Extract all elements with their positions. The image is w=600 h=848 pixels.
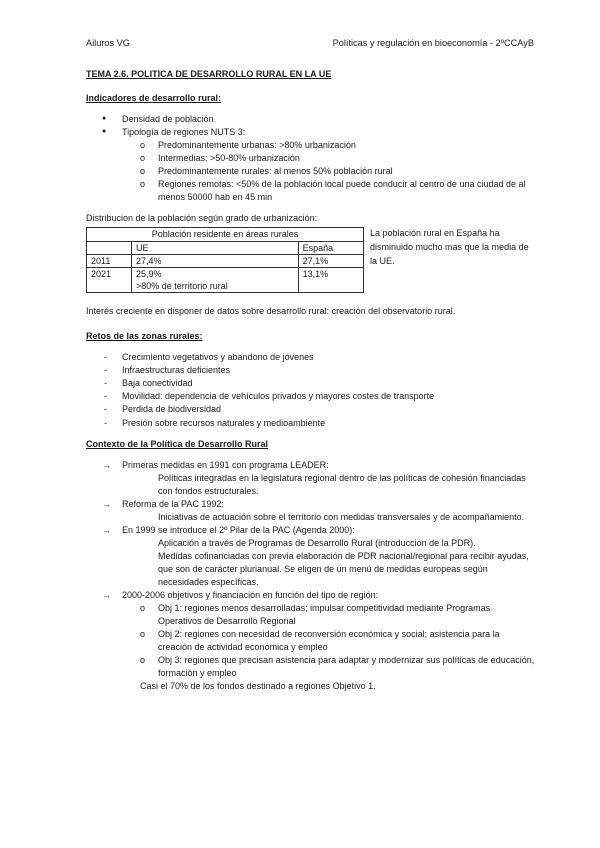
table-cell [87, 241, 132, 254]
list-item: ● Densidad de población [86, 113, 536, 126]
list-item: - Presión sobre recursos naturales y medioambiente [86, 417, 536, 430]
header-author: Ailuros VG [86, 38, 130, 48]
region-types-list [86, 139, 536, 204]
list-item [86, 589, 536, 680]
section-heading-challenges: Retos de las zonas rurales: [86, 331, 203, 342]
list-item: - Perdida de biodiversidad [86, 403, 536, 416]
list-item: o Predominantemente urbanas: >80% urbanización [86, 139, 536, 152]
challenges-list [86, 351, 536, 429]
distribution-caption: Distribucion de la población según grado de urbanización: [86, 213, 318, 224]
item-label: → Reforma de la PAC 1992: [122, 498, 224, 509]
table-row [87, 254, 364, 267]
context-list [86, 459, 536, 681]
indicators-list [86, 113, 536, 139]
header-course: Políticas y regulación en bioeconomía - 2ºCCAyB [332, 38, 534, 48]
list-item: o Obj 1: regiones menos desarrolladas; impulsar competitividad mediante Programas Operativos de Desarrollo Regional [122, 602, 536, 628]
list-item: o Obj 3: regiones que precisan asistencia para adaptar y modernizar sus políticas de educación, formación y empleo [122, 654, 536, 680]
closing-note: Casi el 70% de los fondos destinado a regiones Objetivo 1. [140, 681, 376, 692]
table-cell [132, 267, 299, 292]
list-item: ● Tipología de regiones NUTS 3: [86, 126, 536, 139]
table-header: Población residente en áreas rurales [87, 228, 364, 241]
table-cell: UE [132, 241, 299, 254]
table-row [87, 267, 364, 292]
list-item: o Regiones remotas: <50% de la población local puede conducir al centro de una ciudad de al menos 50000 hab en 45 min [86, 178, 536, 204]
table-side-note: La población rural en España ha disminuido mucho mas que la media de la UE. [370, 228, 529, 267]
list-item: - Baja conectividad [86, 377, 536, 390]
document-body [86, 68, 536, 693]
cell-note: >80% de territorio rural [136, 281, 228, 292]
table-cell: 2021 [87, 267, 132, 292]
rural-population-table [86, 227, 364, 293]
table-cell: 13,1% [298, 267, 363, 292]
list-item: - Movilidad: dependencia de vehículos privados y mayores costes de transporte [86, 390, 536, 403]
section-heading-indicators: Indicadores de desarrollo rural: [86, 93, 222, 104]
table-cell: 27,4% [132, 254, 299, 267]
item-detail: Aplicación a través de Programas de Desarrollo Rural (introducción de la PDR). [158, 537, 476, 548]
table-cell: 27,1% [298, 254, 363, 267]
page-title: TEMA 2.6. POLITICA DE DESARROLLO RURAL EN LA UE [86, 69, 332, 79]
list-item [86, 459, 536, 498]
objectives-list [122, 602, 536, 680]
item-detail: Políticas integradas en la legislatura regional dentro de las políticas de cohesión financiadas con fondos estructurales. [158, 472, 526, 496]
interest-paragraph: Interés creciente en disponer de datos sobre desarrollo rural: creación del observatorio rural. [86, 306, 456, 317]
distribution-block [86, 227, 536, 293]
item-label: → Primeras medidas en 1991 con programa LEADER: [122, 459, 329, 470]
item-detail: Medidas cofinanciadas con previa elaboración de PDR nacional/regional para recibir ayudas, que son de carácter plurianual. Se eligen de un menú de medidas europeas según necesidades específicas. [158, 550, 529, 588]
section-heading-context: Contexto de la Política de Desarrollo Rural [86, 438, 269, 449]
item-label: → 2000-2006 objetivos y financiación en función del tipo de región: [122, 590, 379, 601]
list-item: o Predominantemente rurales: al menos 50% población rural [86, 165, 536, 178]
list-item: o Obj 2: regiones con necesidad de reconversión económica y social; asistencia para la creación de actividad económica y empleo [122, 628, 536, 654]
list-item: - Infraestructuras deficientes [86, 364, 536, 377]
list-item [86, 524, 536, 589]
table-row [87, 241, 364, 254]
item-label: → En 1999 se introduce el 2º Pilar de la PAC (Agenda 2000): [122, 524, 355, 535]
cell-value: 25,9% [136, 268, 162, 279]
list-item: o Intermedias: >50-80% urbanización [86, 152, 536, 165]
list-item: - Crecimiento vegetativos y abandono de jóvenes [86, 351, 536, 364]
table-cell: 2011 [87, 254, 132, 267]
list-item [86, 498, 536, 524]
item-detail: Iniciativas de actuación sobre el territorio con medidas transversales y de acompañamiento. [158, 511, 525, 522]
table-cell: España [298, 241, 363, 254]
